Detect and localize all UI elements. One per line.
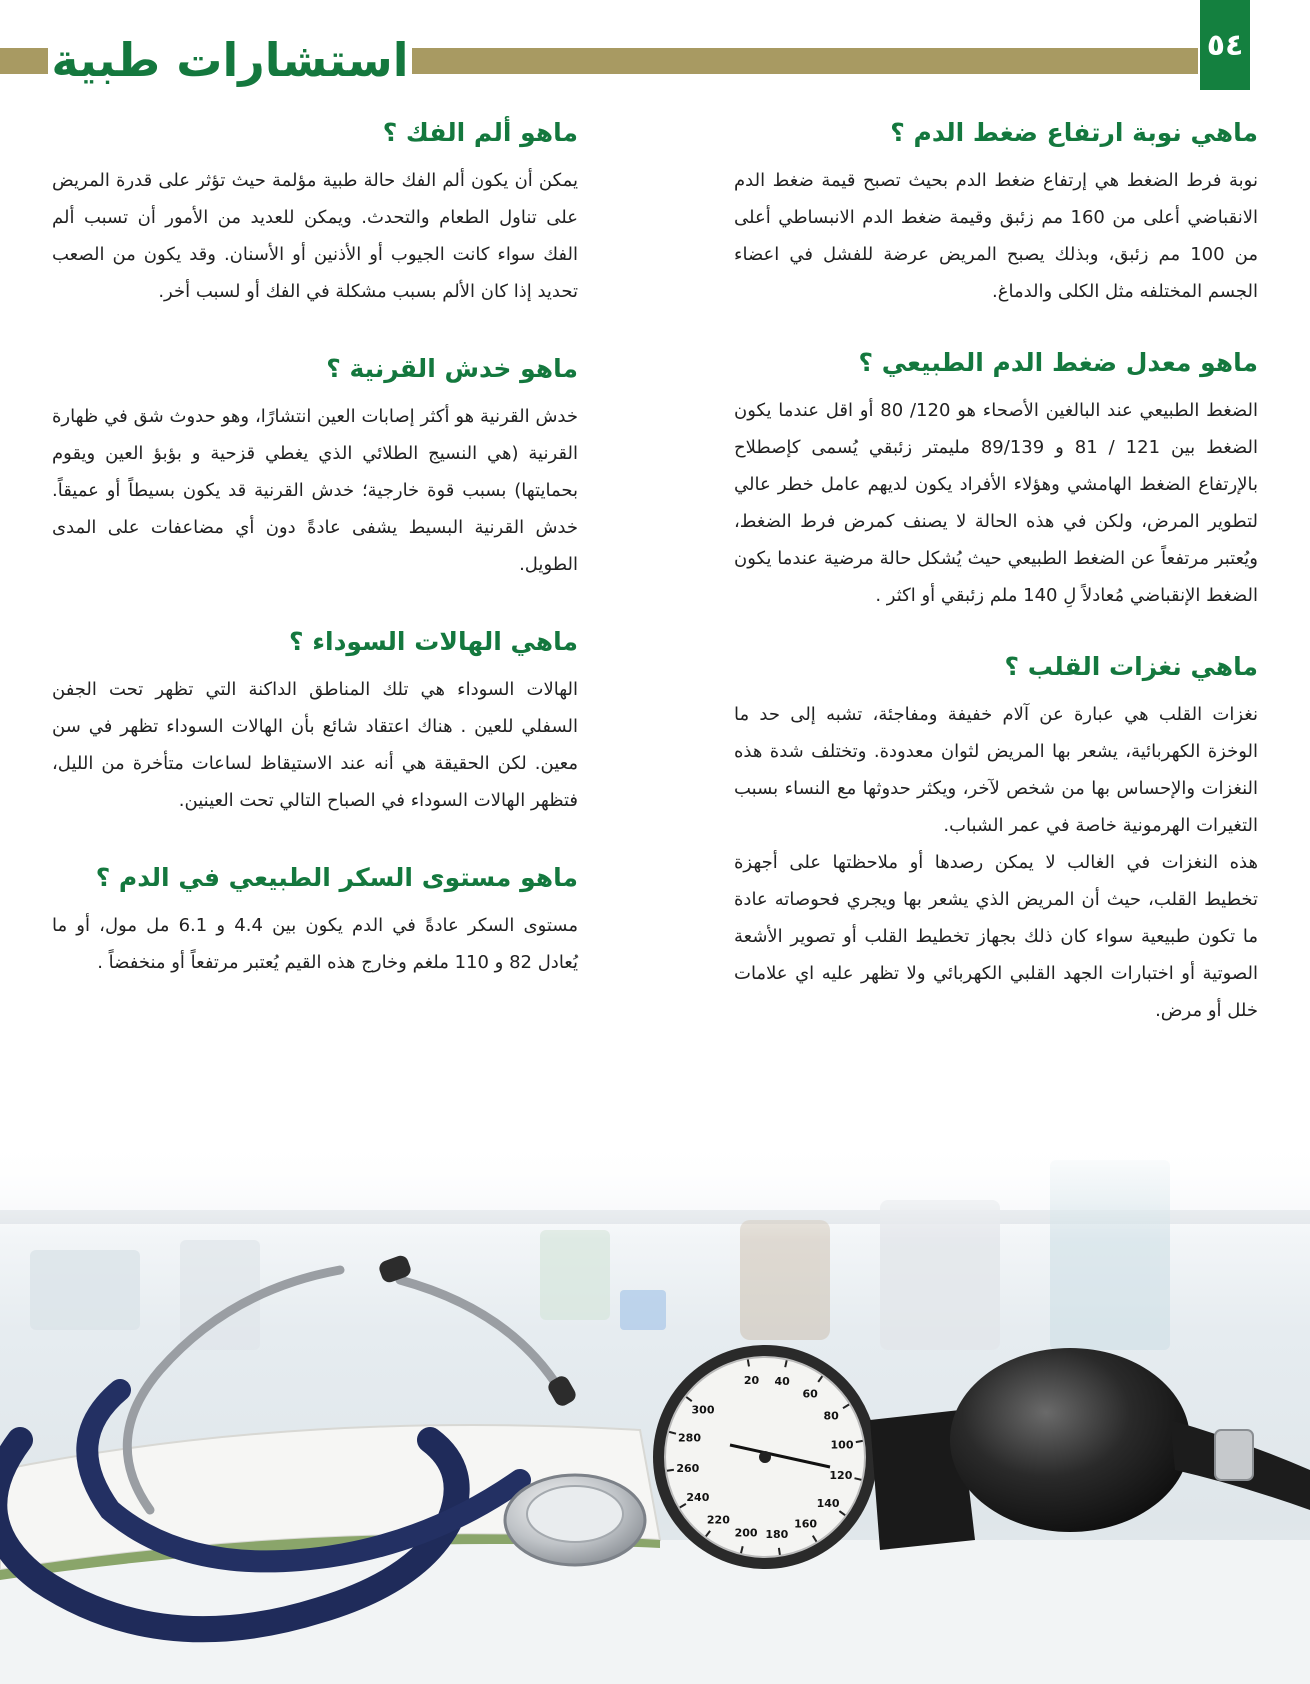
- gauge-tick-mark: [667, 1470, 674, 1471]
- gauge-tick-label: 40: [774, 1374, 790, 1388]
- blurred-bottle: [620, 1290, 666, 1330]
- gauge-tick-label: 280: [678, 1431, 701, 1445]
- article-title: ماهو ألم الفك ؟: [382, 118, 578, 147]
- gauge-tick-label: 200: [734, 1526, 758, 1540]
- gauge-tick-label: 120: [829, 1469, 853, 1482]
- gauge-tick-label: 300: [691, 1403, 715, 1417]
- blurred-box: [30, 1250, 140, 1330]
- gauge-tick-label: 60: [802, 1387, 818, 1401]
- article-title: ماهو مستوى السكر الطبيعي في الدم ؟: [95, 863, 578, 892]
- article-dark-circles: [52, 617, 578, 819]
- blurred-bottle: [540, 1230, 610, 1320]
- header-bar-right: [412, 48, 1198, 74]
- article-jaw-pain: [52, 108, 578, 310]
- page-title: استشارات طبية: [51, 33, 409, 87]
- left-column: [52, 108, 578, 1015]
- gauge-tick-label: 100: [830, 1438, 854, 1452]
- gauge-tick-mark: [779, 1548, 780, 1555]
- article-title: ماهو معدل ضغط الدم الطبيعي ؟: [858, 348, 1258, 377]
- article-title: ماهي نوبة ارتفاع ضغط الدم ؟: [890, 118, 1258, 147]
- article-corneal-abrasion: [52, 344, 578, 583]
- article-body: نغزات القلب هي عبارة عن آلام خفيفة ومفاجئة، تشبه إلى حد ما الوخزة الكهربائية، يشعر بها المريض لثوان معدودة. وتختلف شدة هذه النغزات والإحساس بها من شخص لآخر، ويكثر حدوثها مع النساء بسبب التغيرات الهرمونية خاصة في عمر الشباب.: [734, 704, 1258, 836]
- article-normal-blood-sugar: [52, 853, 578, 981]
- gauge-tick-label: 160: [794, 1517, 818, 1531]
- gauge-tick-label: 220: [706, 1513, 730, 1527]
- bulb-valve: [1215, 1430, 1253, 1480]
- article-body: هذه النغزات في الغالب لا يمكن رصدها أو ملاحظتها على أجهزة تخطيط القلب، حيث أن المريض الذي يشعر بها ويجري فحوصاته عادة ما تكون طبيعية سواء كان ذلك بجهاز تخطيط القلب أو تصوير الأشعة الصوتية أو اختبارات الجهد القلبي الكهربائي ولا تظهر عليه اي علامات خلل أو مرض.: [734, 852, 1258, 1021]
- gauge-tick-label: 180: [765, 1528, 789, 1542]
- gauge-tick-mark: [748, 1360, 749, 1367]
- article-body: الهالات السوداء هي تلك المناطق الداكنة التي تظهر تحت الجفن السفلي للعين . هناك اعتقاد شائع بأن الهالات السوداء تظهر في سن معين. لكن الحقيقة هي أنه عند الاستيقاظ لساعات متأخرة من الليل، فتظهر الهالات السوداء في الصباح التالي تحت العينين.: [52, 679, 578, 811]
- page-number-badge: ٥٤: [1200, 0, 1250, 90]
- article-body: خدش القرنية هو أكثر إصابات العين انتشارًا، وهو حدوث شق في ظهارة القرنية (هي النسيج الطلائي الذي يغطي قزحية و بؤبؤ العين ويقوم بحمايتها) بسبب قوة خارجية؛ خدش القرنية قد يكون بسيطاً أو عميقاً. خدش القرنية البسيط يشفى عادةً دون أي مضاعفات على المدى الطويل.: [52, 406, 578, 575]
- article-title: ماهي نغزات القلب ؟: [1004, 652, 1258, 681]
- gauge-tick-label: 20: [743, 1374, 760, 1388]
- article-title: ماهو خدش القرنية ؟: [326, 354, 578, 383]
- inflation-bulb: [950, 1348, 1190, 1532]
- article-hypertension-crisis: [734, 108, 1258, 310]
- article-body: الضغط الطبيعي عند البالغين الأصحاء هو 120/ 80 أو اقل عندما يكون الضغط بين 121 / 81 و 89/139 مليمتر زئبقي يُسمى كإصطلاح بالإرتفاع الضغط الهامشي وهؤلاء الأفراد يكون لديهم عامل خطر عالي لتطوير المرض، ولكن في هذه الحالة لا يصنف كمرض فرط الضغط، ويُعتبر مرتفعاً عن الضغط الطبيعي حيث يُشكل حالة مرضية عندما يكون الضغط الإنقباضي مُعادلاً لِ 140 ملم زئبقي أو اكثر .: [734, 400, 1259, 606]
- right-column: [734, 108, 1258, 1057]
- gauge-pivot: [759, 1451, 771, 1463]
- stethoscope-diaphragm: [527, 1486, 623, 1542]
- article-heart-twinges: [734, 642, 1258, 1029]
- header-bar-left: [0, 48, 48, 74]
- article-body: يمكن أن يكون ألم الفك حالة طبية مؤلمة حيث تؤثر على قدرة المريض على تناول الطعام والتحدث. ويمكن للعديد من الأمور أن تسبب ألم الفك سواء كانت الجيوب أو الأذنين أو الأسنان. وقد يكون من الصعب تحديد إذا كان الألم بسبب مشكلة في الفك أو لسبب أخر.: [52, 170, 578, 302]
- article-body: مستوى السكر عادةً في الدم يكون بين 4.4 و 6.1 مل مول، أو ما يُعادل 82 و 110 ملغم وخارج هذه القيم يُعتبر مرتفعاً أو منخفضاً .: [52, 915, 579, 973]
- gauge-tick-label: 260: [676, 1461, 700, 1475]
- gauge-tick-mark: [856, 1441, 863, 1442]
- article-body: نوبة فرط الضغط هي إرتفاع ضغط الدم بحيث تصبح قيمة ضغط الدم الانقباضي أعلى من 160 مم زئبق وقيمة ضغط الدم الانبساطي أعلى من 100 مم زئبق، وبذلك يصبح المريض عرضة للفشل في اعضاء الجسم المختلفه مثل الكلى والدماغ.: [734, 170, 1258, 302]
- photo-fade: [0, 1140, 1310, 1240]
- article-title: ماهي الهالات السوداء ؟: [289, 627, 578, 656]
- article-normal-blood-pressure: [734, 338, 1258, 614]
- gauge-tick-label: 140: [816, 1496, 840, 1510]
- gauge-tick-label: 80: [823, 1409, 839, 1423]
- gauge-tick-label: 240: [686, 1490, 710, 1504]
